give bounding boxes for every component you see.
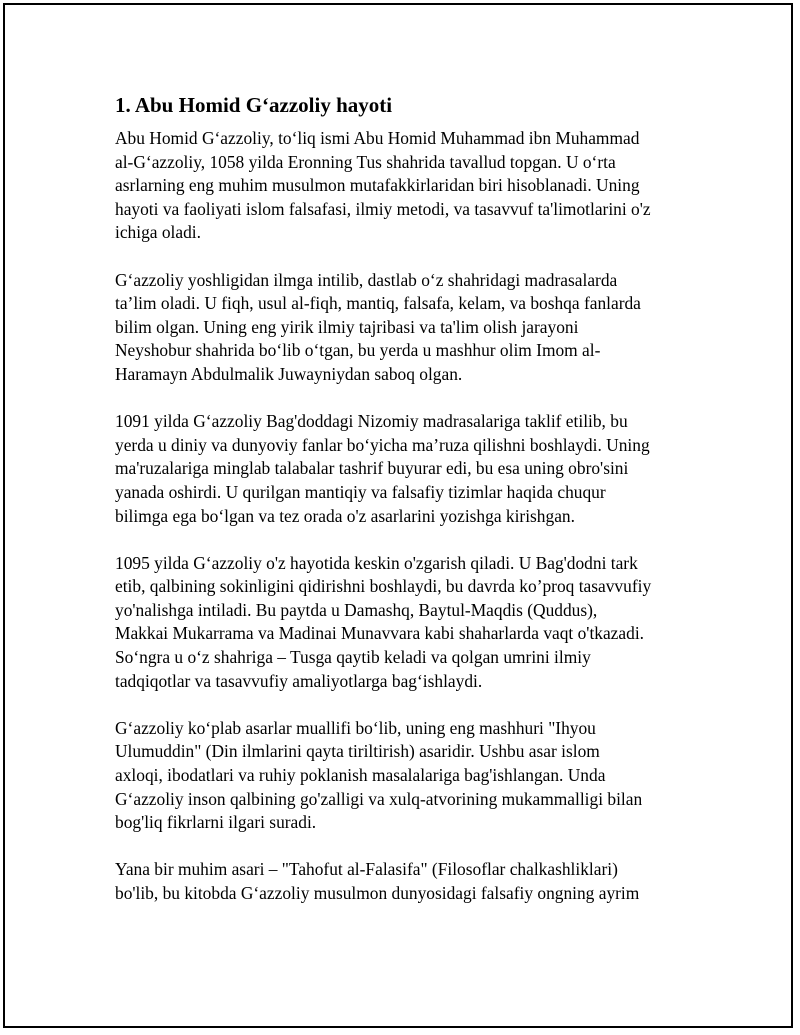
text-line: ichiga oladi. [115, 222, 201, 243]
text-line: G‘azzoliy inson qalbining go'zalligi va xulq-atvorining mukammalligi bilan [115, 788, 643, 809]
text-line: Yana bir muhim asari – "Tahofut al-Falasifa" (Filosoflar chalkashliklari) [115, 859, 618, 880]
text-line: bo'lib, bu kitobda G‘azzoliy musulmon dunyosidagi falsafiy ongning ayrim [115, 883, 640, 903]
text-line: bilim olgan. Uning eng yirik ilmiy tajribasi va ta'lim olish jarayoni [115, 316, 579, 337]
text-line: bog'liq fikrlarni ilgari suradi. [115, 812, 317, 833]
text-line: G‘azzoliy ko‘plab asarlar muallifi bo‘lib, uning eng mashhuri "Ihyou [115, 717, 596, 738]
paragraph-5 [115, 717, 693, 835]
paragraph-6 [115, 858, 693, 905]
text-line: hayoti va faoliyati islom falsafasi, ilmiy metodi, va tasavvuf ta'limotlarini o'z [115, 198, 651, 219]
text-line: G‘azzoliy yoshligidan ilmga intilib, dastlab o‘z shahridagi madrasalarda [115, 269, 618, 290]
text-line: axloqi, ibodatlari va ruhiy poklanish masalalariga bag'ishlangan. Unda [115, 765, 606, 786]
paragraph-4 [115, 552, 693, 694]
paragraph-2 [115, 269, 693, 387]
text-line: tadqiqotlar va tasavvufiy amaliyotlarga bag‘ishlaydi. [115, 670, 483, 691]
text-line: Haramayn Abdulmalik Juwayniydan saboq olgan. [115, 363, 463, 384]
text-line: yanada oshirdi. U qurilgan mantiqiy va falsafiy tizimlar haqida chuqur [115, 481, 606, 502]
document-body [115, 92, 693, 929]
paragraph-1 [115, 127, 693, 245]
paragraph-3 [115, 410, 693, 528]
text-line: yo'nalishga intiladi. Bu paytda u Damashq, Baytul-Maqdis (Quddus), [115, 599, 598, 620]
text-line: yerda u diniy va dunyoviy fanlar bo‘yicha ma’ruza qilishni boshlaydi. Uning [115, 434, 650, 455]
text-line: 1095 yilda G‘azzoliy o'z hayotida keskin o'zgarish qiladi. U Bag'dodni tark [115, 552, 638, 573]
text-line: asrlarning eng muhim musulmon mutafakkirlaridan biri hisoblanadi. Uning [115, 175, 640, 196]
text-line: So‘ngra u o‘z shahriga – Tusga qaytib keladi va qolgan umrini ilmiy [115, 647, 591, 668]
text-line: ma'ruzalariga minglab talabalar tashrif buyurar edi, bu esa uning obro'sini [115, 458, 629, 479]
text-line: Neyshobur shahrida bo‘lib o‘tgan, bu yerda u mashhur olim Imom al- [115, 340, 601, 361]
text-line: Abu Homid G‘azzoliy, to‘liq ismi Abu Homid Muhammad ibn Muhammad [115, 128, 640, 148]
text-line: Makkai Mukarrama va Madinai Munavvara kabi shaharlarda vaqt o'tkazadi. [115, 623, 644, 644]
section-heading: 1. Abu Homid G‘azzoliy hayoti [115, 93, 393, 117]
text-line: al-G‘azzoliy, 1058 yilda Eronning Tus shahrida tavallud topgan. U o‘rta [115, 151, 616, 172]
text-line: Ulumuddin" (Din ilmlarini qayta tiriltirish) asaridir. Ushbu asar islom [115, 741, 600, 762]
text-line: ta’lim oladi. U fiqh, usul al-fiqh, mantiq, falsafa, kelam, va boshqa fanlarda [115, 293, 641, 314]
text-line: 1091 yilda G‘azzoliy Bag'doddagi Nizomiy madrasalariga taklif etilib, bu [115, 411, 628, 432]
text-line: bilimga ega bo‘lgan va tez orada o'z asarlarini yozishga kirishgan. [115, 505, 575, 526]
text-line: etib, qalbining sokinligini qidirishni boshlaydi, bu davrda ko’proq tasavvufiy [115, 576, 652, 597]
